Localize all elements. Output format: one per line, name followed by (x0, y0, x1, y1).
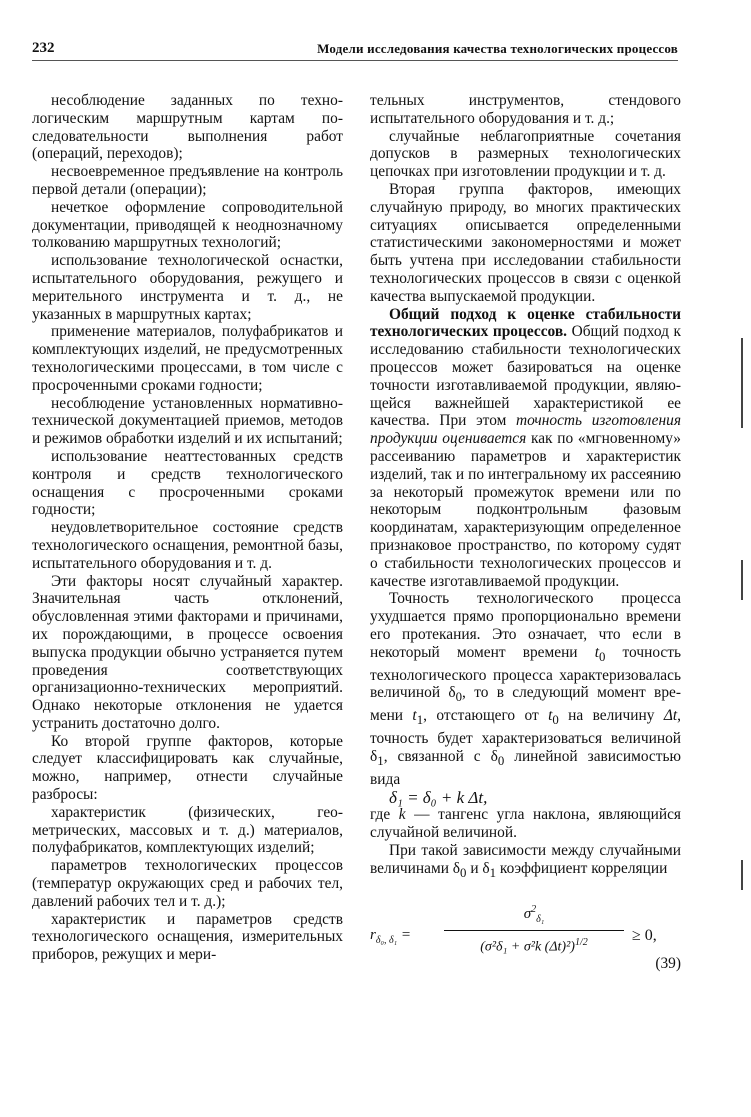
list-item: нечеткое оформление сопроводительной документации, приводящей к неоднозначному толкованию маршрутных технологий; (32, 198, 343, 252)
body-paragraph: Ко второй группе факторов, которые следует классифицировать как случайные, можно, например, отнести случайные разбросы: (32, 732, 343, 804)
margin-mark (741, 338, 743, 428)
correlation-rhs: ≥ 0, (632, 926, 657, 944)
left-column (32, 92, 343, 964)
list-item: неудовлетворительное состояние средств технологического оснащения, ремонтной базы, испытательного оборудования и т. д. (32, 519, 343, 572)
body-paragraph: Эти факторы носят случайный характер. Значительная часть отклонений, обусловленная этими факторами и причинами, их порождающими, в процессе освоения выпуска продукции обычно устраняется путем проведения соответствующих организационно-технических мероприятий. Однако некоторые отклонения не удается устранить достаточно долго. (32, 572, 343, 732)
right-column (370, 92, 681, 975)
body-paragraph: Точность технологического процесса ухудшается прямо пропорционально времени его протекания. Это означает, что если в некоторый момент времени $t_0$ точность технологического процесса характеризовалась величиной $\delta_0$, то в следующий момент времени $t_1$, отстающего от $t_0$ на величину Δt, точность будет характеризоваться величиной $\delta_1$, связанной с $\delta_0$ линейной зависимостью вида (370, 590, 682, 788)
margin-mark (741, 860, 743, 890)
emphasis-text: точность изготовления продукции оценивается (370, 412, 681, 448)
list-item: несоблюдение установленных нормативно-технической документацией приемов, методов и режимов обработки изделий и их испытаний; (32, 394, 343, 448)
fraction-numerator: $\sigma^2_{\delta_1}$ (444, 901, 624, 932)
section-paragraph: Общий подход к оценке стабильности технологических процессов. Общий подход к исследованию стабильности технологических процессов может базироваться на оценке точности изготавливаемой продукции, являющейся важнейшей характеристикой ее качества. При этом точность изготовления продукции оценивается как по «мгновенному» рассеиванию параметров и характеристик изделий, так и по интегральному их рассеянию за некоторый промежуток времени или по некоторым подконтрольным фазовым координатам, характеризующим определенное признаковое пространство, по которому судят о стабильности технологических процессов и качестве изготавливаемой продукции. (370, 305, 681, 590)
running-title: Модели исследования качества технологических процессов (317, 41, 678, 56)
list-item: использование неаттестованных средств контроля и средств технологического оснащения с просроченными сроками годности; (32, 447, 343, 519)
equation-number: (39) (655, 954, 681, 972)
page-number: 232 (32, 40, 55, 56)
list-item: параметров технологических процессов (температур окружающих сред и рабочих тел, давлений рабочих тел и т. д.); (32, 857, 343, 910)
correlation-formula (370, 897, 681, 975)
body-paragraph: При такой зависимости между случайными величинами $\delta_0$ и $\delta_1$ коэффициент корреляции (370, 841, 681, 880)
list-item: использование технологической оснастки, испытательного оборудования, режущего и мерительного инструмента и т. д., не указанных в маршрутных картах; (32, 252, 343, 323)
correlation-lhs: $r_{\delta_0, \delta_1}$ = (370, 926, 411, 946)
body-paragraph: где k — тангенс угла наклона, являющийся случайной величиной. (370, 806, 682, 842)
list-item: применение материалов, полуфабрикатов и комплектующих изделий, не предусмотренных технологическими процессами, в том числе с просроченными сроками годности; (32, 323, 343, 394)
list-item: несоблюдение заданных по технологическим маршрутным картам последовательности выполнения работ (операций, переходов); (32, 92, 343, 163)
linear-formula: δ₁ = δ₀ + k Δt, (389, 787, 488, 807)
list-item: случайные неблагоприятные сочетания допусков в размерных технологических цепочках при изготовлении продукции и т. д. (370, 127, 681, 181)
list-item: характеристик и параметров средств технологического оснащения, измерительных приборов, режущих и мери- (32, 910, 343, 964)
list-item-continued: тельных инструментов, стендового испытательного оборудования и т. д.; (370, 92, 681, 127)
list-item: несвоевременное предъявление на контроль первой детали (операции); (32, 163, 343, 198)
page-header (32, 38, 678, 61)
margin-mark (741, 560, 743, 600)
correlation-fraction (444, 901, 624, 957)
list-item: характеристик (физических, геометрических, массовых и т. д.) материалов, полуфабрикатов, комплектующих изделий; (32, 803, 343, 857)
section-lead-heading: Общий подход к оценке стабильности технологических процессов. (370, 305, 681, 341)
fraction-denominator: (σ²δ₁ + σ²k (Δt)²)$^{1/2}$ (480, 937, 588, 956)
body-paragraph: Вторая группа факторов, имеющих случайную природу, во многих практических ситуациях описывается определенными статистическими закономерностями и может быть учтена при исследовании стабильности технологических процессов в связи с оценкой качества выпускаемой продукции. (370, 180, 681, 305)
